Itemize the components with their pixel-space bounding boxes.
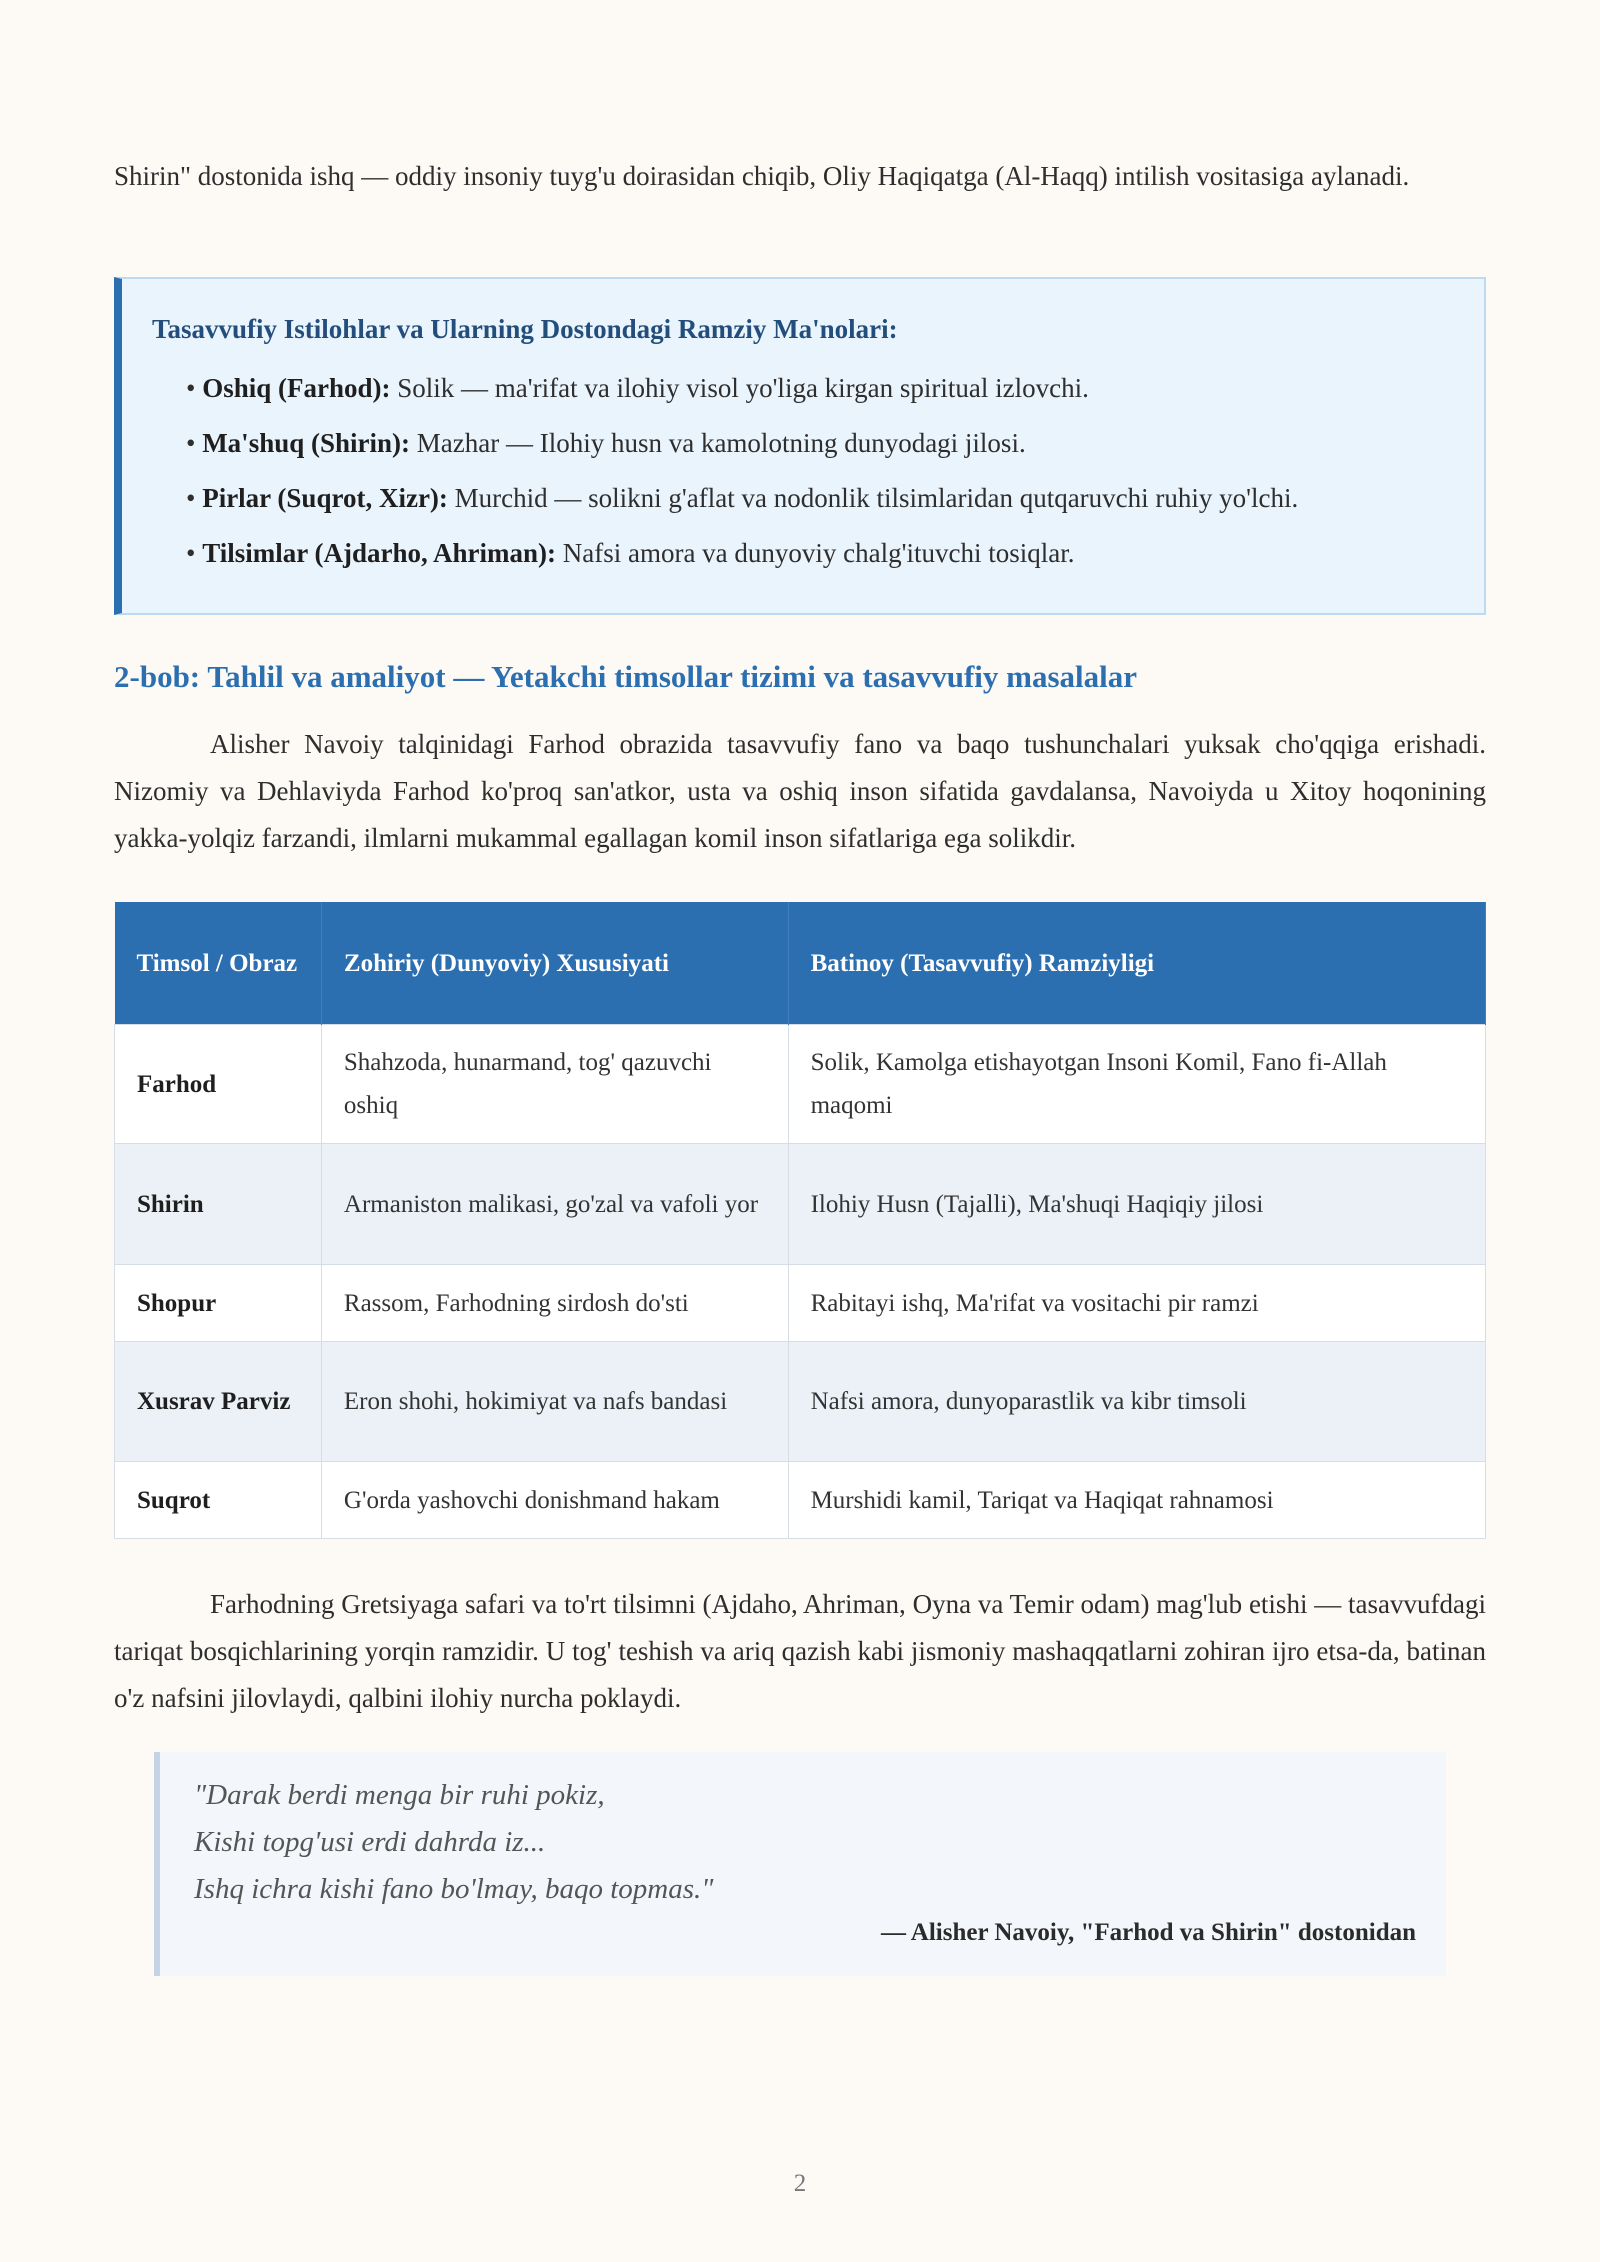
term-description: Solik — ma'rifat va ilohiy visol yo'liga kirgan spiritual izlovchi. [397,373,1089,403]
terms-list [152,361,1454,581]
term-label: Pirlar (Suqrot, Xizr): [202,483,448,513]
table-row [115,1265,1486,1342]
terms-infobox [114,277,1486,615]
table-cell: Shirin [115,1144,322,1265]
infobox-title: Tasavvufiy Istilohlar va Ularning Dostondagi Ramziy Ma'nolari: [152,314,898,344]
term-label: Oshiq (Farhod): [202,373,391,403]
table-cell: Xusrav Parviz [115,1342,322,1462]
table-cell: Ilohiy Husn (Tajalli), Ma'shuqi Haqiqiy jilosi [788,1144,1485,1265]
table-cell: Shahzoda, hunarmand, tog' qazuvchi oshiq [321,1025,788,1144]
table-row [115,1144,1486,1265]
table-cell: Murshidi kamil, Tariqat va Haqiqat rahnamosi [788,1462,1485,1539]
list-item: • Tilsimlar (Ajdarho, Ahriman): Nafsi amora va dunyoviy chalg'ituvchi tosiqlar. [186,538,1075,568]
table-cell: Shopur [115,1265,322,1342]
table-cell: Farhod [115,1025,322,1144]
list-item: • Ma'shuq (Shirin): Mazhar — Ilohiy husn va kamolotning dunyodagi jilosi. [186,428,1026,458]
column-header: Zohiriy (Dunyoviy) Xususiyati [321,902,788,1025]
body-paragraph: Alisher Navoiy talqinidagi Farhod obrazida tasavvufiy fano va baqo tushunchalari yuksak cho'qqiga erishadi. Nizomiy va Dehlaviyda Farhod ko'proq san'atkor, usta va oshiq inson sifatida gavdalansa, Navoiyda u Xitoy hoqonining yakka-yolqiz farzandi, ilmlarni mukammal egallagan komil inson sifatlariga ega solikdir. [114,729,1486,853]
column-header: Timsol / Obraz [115,902,322,1025]
table-header-row [115,902,1486,1025]
quote-line: "Darak berdi menga bir ruhi pokiz, [194,1779,605,1811]
quote-attribution: — Alisher Navoiy, "Farhod va Shirin" dostonidan [880,1919,1416,1946]
symbols-table [114,902,1486,1539]
table-cell: Suqrot [115,1462,322,1539]
section-heading: 2-bob: Tahlil va amaliyot — Yetakchi timsollar tizimi va tasavvufiy masalalar [114,659,1138,694]
table-cell: Rabitayi ishq, Ma'rifat va vositachi pir ramzi [788,1265,1485,1342]
term-description: Murchid — solikni g'aflat va nodonlik tilsimlaridan qutqaruvchi ruhiy yo'lchi. [454,483,1299,513]
poem-quote [154,1752,1446,1976]
quote-line: Ishq ichra kishi fano bo'lmay, baqo topmas." [194,1873,714,1905]
table-row [115,1342,1486,1462]
table-cell: Rassom, Farhodning sirdosh do'sti [321,1265,788,1342]
term-description: Nafsi amora va dunyoviy chalg'ituvchi tosiqlar. [562,538,1075,568]
table-cell: G'orda yashovchi donishmand hakam [321,1462,788,1539]
table-cell: Armaniston malikasi, go'zal va vafoli yor [321,1144,788,1265]
table-row [115,1025,1486,1144]
table-cell: Eron shohi, hokimiyat va nafs bandasi [321,1342,788,1462]
list-item: • Pirlar (Suqrot, Xizr): Murchid — solikni g'aflat va nodonlik tilsimlaridan qutqaruvchi ruhiy yo'lchi. [186,483,1299,513]
table-row [115,1462,1486,1539]
term-label: Tilsimlar (Ajdarho, Ahriman): [202,538,556,568]
table-cell: Nafsi amora, dunyoparastlik va kibr timsoli [788,1342,1485,1462]
column-header: Batinoy (Tasavvufiy) Ramziyligi [788,902,1485,1025]
intro-paragraph: Shirin" dostonida ishq — oddiy insoniy tuyg'u doirasidan chiqib, Oliy Haqiqatga (Al-Haqq) intilish vositasiga aylanadi. [114,161,1410,191]
list-item: • Oshiq (Farhod): Solik — ma'rifat va ilohiy visol yo'liga kirgan spiritual izlovchi. [186,373,1089,403]
table-cell: Solik, Kamolga etishayotgan Insoni Komil, Fano fi-Allah maqomi [788,1025,1485,1144]
term-label: Ma'shuq (Shirin): [202,428,411,458]
quote-line: Kishi topg'usi erdi dahrda iz... [194,1826,546,1858]
body-paragraph: Farhodning Gretsiyaga safari va to'rt tilsimni (Ajdaho, Ahriman, Oyna va Temir odam) mag'lub etishi — tasavvufdagi tariqat bosqichlarining yorqin ramzidir. U tog' teshish va ariq qazish kabi jismoniy mashaqqatlarni zohiran ijro etsa-da, batinan o'z nafsini jilovlaydi, qalbini ilohiy nurcha poklaydi. [114,1589,1486,1713]
page-number: 2 [793,2170,807,2197]
term-description: Mazhar — Ilohiy husn va kamolotning dunyodagi jilosi. [416,428,1026,458]
